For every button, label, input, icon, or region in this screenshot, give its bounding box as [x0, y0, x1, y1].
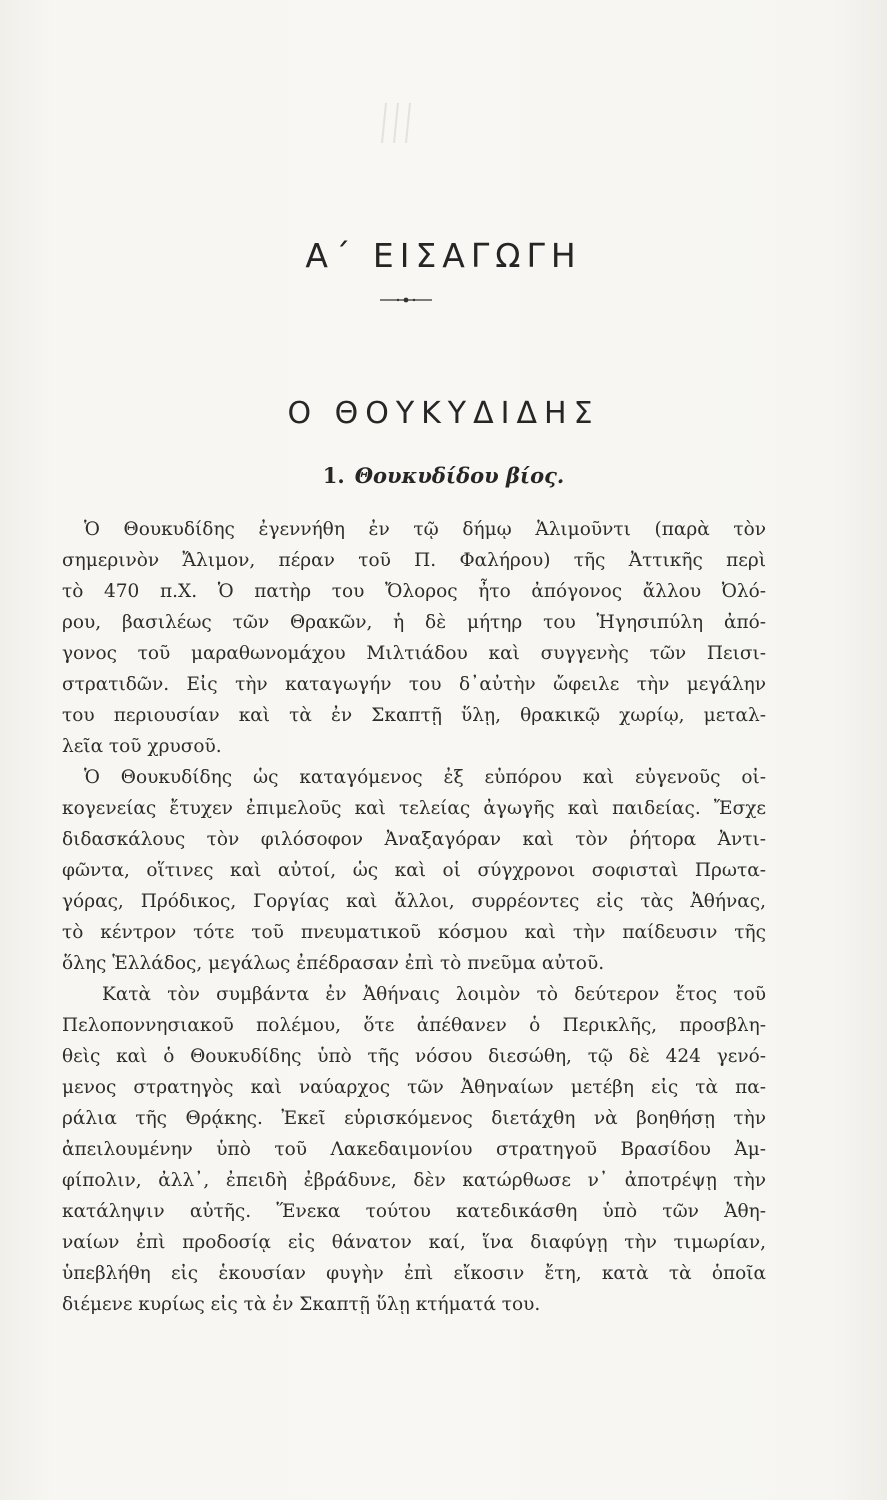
- text-line: του περιουσίαν καὶ τὰ ἐν Σκαπτῇ ὕλῃ, θρακικῷ χωρίῳ, μεταλ-: [62, 705, 766, 726]
- text-line: Ὁ Θουκυδίδης ἐγεννήθη ἐν τῷ δήμῳ Ἁλιμοῦντι (παρὰ τὸν: [84, 519, 766, 540]
- ornament-divider-icon: [380, 296, 432, 304]
- subheading-title: Θουκυδίδου βίος.: [354, 463, 565, 488]
- text-line: γονος τοῦ μαραθωνομάχου Μιλτιάδου καὶ συγγενὴς τῶν Πεισι-: [62, 643, 766, 664]
- text-line: λεῖα τοῦ χρυσοῦ.: [62, 736, 222, 757]
- chapter-heading: Α΄ ΕΙΣΑΓΩΓΗ: [305, 236, 582, 275]
- text-line: κατάληψιν αὐτῆς. Ἕνεκα τούτου κατεδικάσθη ὑπὸ τῶν Ἀθη-: [62, 1201, 766, 1222]
- text-line: μενος στρατηγὸς καὶ ναύαρχος τῶν Ἀθηναίων μετέβη εἰς τὰ πα-: [62, 1077, 766, 1098]
- text-line: ναίων ἐπὶ προδοσίᾳ εἰς θάνατον καί, ἵνα διαφύγῃ τὴν τιμωρίαν,: [62, 1232, 766, 1253]
- text-line: γόρας, Πρόδικος, Γοργίας καὶ ἄλλοι, συρρέοντες εἰς τὰς Ἀθήνας,: [62, 891, 766, 912]
- text-line: ὑπεβλήθη εἰς ἑκουσίαν φυγὴν ἐπὶ εἴκοσιν ἔτη, κατὰ τὰ ὁποῖα: [62, 1263, 766, 1284]
- section-heading: Ο ΘΟΥΚΥΔΙΔΗΣ: [287, 396, 600, 431]
- text-line: στρατιδῶν. Εἰς τὴν καταγωγήν του δ᾽αὐτὴν ὤφειλε τὴν μεγάλην: [62, 674, 766, 695]
- text-line: θεὶς καὶ ὁ Θουκυδίδης ὑπὸ τῆς νόσου διεσώθη, τῷ δὲ 424 γενό-: [62, 1046, 766, 1067]
- text-line: ὅλης Ἑλλάδος, μεγάλως ἐπέδρασαν ἐπὶ τὸ πνεῦμα αὐτοῦ.: [62, 953, 605, 974]
- subheading-number: 1.: [322, 463, 345, 488]
- subheading: [0, 463, 887, 488]
- body-text: [62, 514, 766, 1320]
- text-line: κογενείας ἔτυχεν ἐπιμελοῦς καὶ τελείας ἀγωγῆς καὶ παιδείας. Ἔσχε: [62, 798, 766, 819]
- text-line: φῶντα, οἵτινες καὶ αὐτοί, ὡς καὶ οἱ σύγχρονοι σοφισταὶ Πρωτα-: [62, 860, 766, 881]
- text-line: τὸ κέντρον τότε τοῦ πνευματικοῦ κόσμου καὶ τὴν παίδευσιν τῆς: [62, 922, 766, 943]
- text-line: ἀπειλουμένην ὑπὸ τοῦ Λακεδαιμονίου στρατηγοῦ Βρασίδου Ἀμ-: [62, 1139, 766, 1160]
- text-line: σημερινὸν Ἄλιμον, πέραν τοῦ Π. Φαλήρου) τῆς Ἀττικῆς περὶ: [62, 550, 766, 571]
- text-line: διδασκάλους τὸν φιλόσοφον Ἀναξαγόραν καὶ τὸν ῥήτορα Ἀντι-: [62, 829, 766, 850]
- text-line: Ὁ Θουκυδίδης ὡς καταγόμενος ἐξ εὐπόρου καὶ εὐγενοῦς οἰ-: [84, 767, 766, 788]
- text-line: διέμενε κυρίως εἰς τὰ ἐν Σκαπτῇ ὕλῃ κτήματά του.: [62, 1294, 541, 1315]
- text-line: ράλια τῆς Θρᾴκης. Ἐκεῖ εὑρισκόμενος διετάχθη νὰ βοηθήσῃ τὴν: [62, 1108, 766, 1129]
- text-line: ρου, βασιλέως τῶν Θρακῶν, ἡ δὲ μήτηρ του Ἡγησιπύλη ἀπό-: [62, 612, 766, 633]
- text-line: Πελοποννησιακοῦ πολέμου, ὅτε ἀπέθανεν ὁ Περικλῆς, προσβλη-: [62, 1015, 766, 1036]
- text-line: Κατὰ τὸν συμβάντα ἐν Ἀθήναις λοιμὸν τὸ δεύτερον ἔτος τοῦ: [102, 984, 766, 1005]
- faint-page-mark: [368, 98, 428, 148]
- text-line: τὸ 470 π.Χ. Ὁ πατὴρ του Ὄλορος ἦτο ἀπόγονος ἄλλου Ὀλό-: [62, 581, 766, 602]
- text-line: φίπολιν, ἀλλ᾽, ἐπειδὴ ἐβράδυνε, δὲν κατώρθωσε ν᾽ ἀποτρέψῃ τὴν: [62, 1170, 766, 1191]
